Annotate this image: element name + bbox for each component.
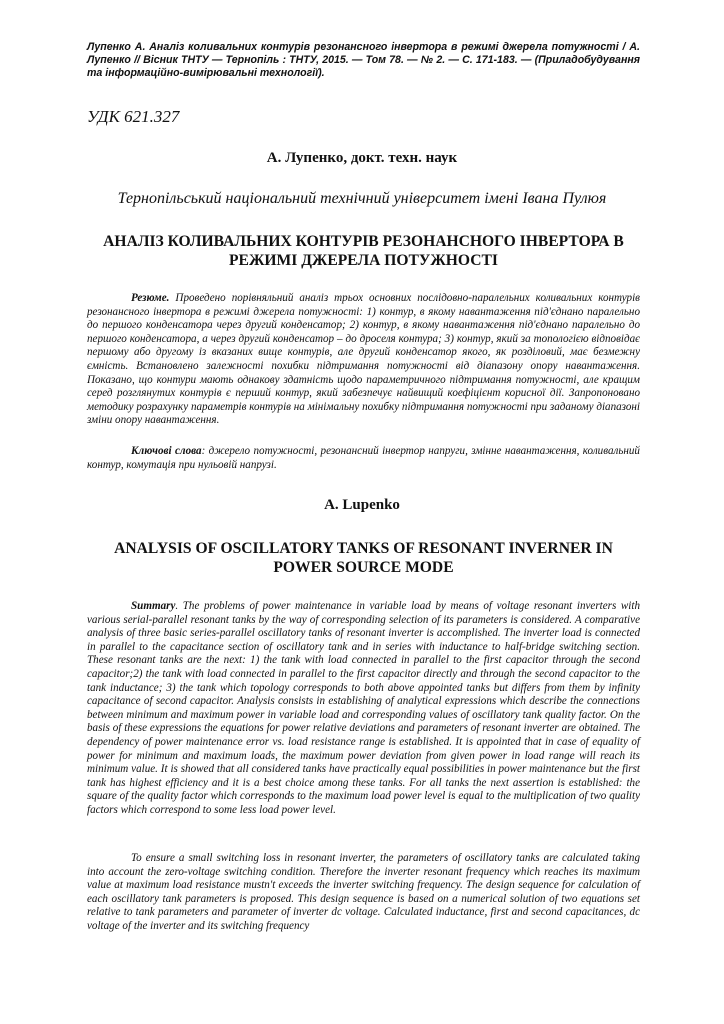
abstract-ua	[87, 292, 640, 428]
summary-en	[87, 600, 640, 818]
author-ua: А. Лупенко, докт. техн. наук	[266, 150, 458, 166]
paragraph-en-2: To ensure a small switching loss in resonant inverter, the parameters of oscillatory tanks are calculated taking into account the zero-voltage switching condition. Therefore the inverter resonant frequency which reaches its maximum value at maximum load resistance mustn't exceeds the inverter switching frequency. The design sequence for calculation of each oscillatory tank parameters is proposed. This design sequence is based on a numerical solution of two equations set relative to tank parameters and parameter of inverter dc voltage. Calculated inductance, first and second capacitances, dc voltage of the inverter and its switching frequency	[87, 852, 640, 932]
summary-en-label: Summary	[131, 600, 176, 612]
keywords-ua-label: Ключові слова	[131, 445, 202, 457]
title-ua: АНАЛІЗ КОЛИВАЛЬНИХ КОНТУРІВ РЕЗОНАНСНОГО ІНВЕРТОРА В РЕЖИМІ ДЖЕРЕЛА ПОТУЖНОСТІ	[103, 233, 624, 269]
title-en: ANALYSIS OF OSCILLATORY TANKS OF RESONANT INVERNER IN POWER SOURCE MODE	[114, 540, 613, 576]
keywords-ua-text: : джерело потужності, резонансний інвертор напруги, змінне навантаження, коливальний контур, комутація при нульовій напрузі.	[87, 445, 640, 471]
abstract-ua-label: Резюме.	[131, 292, 170, 304]
keywords-ua	[87, 445, 640, 472]
summary-en-text: . The problems of power maintenance in variable load by means of voltage resonant inverters with various serial-parallel resonant tanks by the way of corresponding selection of its parameters is considered. A comparative analysis of three basic series-parallel oscillatory tanks of resonant inverter is accomplished. The inverter load is connected in parallel to the capacitance section of oscillatory tank and in series with inductance to half-bridge switching section. These resonant tanks are the next: 1) the tank with load connected in parallel to the first capacitor through the second capacitor;2) the tank with load connected in parallel to the first capacitor directly and through the second capacitor to the tank inductance; 3) the tank which topology corresponds to both above appointed tanks but differs from them by infinity capacitance of second capacitor. Analysis consists in establishing of analytical expressions which describe the connections between minimum and maximum power in variable load and corresponding values of oscillatory tank quality factor. On the basis of these expressions the equations for power relative deviations and parameters of resonant inverter are obtained. The dependency of power maintenance error vs. load resistance range is established. It is appointed that in case of equality of power for minimum and maximum loads, the maximum power deviation from given power in load range will reach its minimum value. It is showed that all considered tanks have practically equal possibilities in power maintenance but the first tank has highest efficiency and it is a best choice among these tanks. For all tanks the next assertion is established: the square of the quality factor which corresponds to the maximum load power level is equal to the multiplication of two quality factors which correspond to some less load power level.	[87, 600, 640, 816]
abstract-ua-text: Проведено порівняльний аналіз трьох основних послідовно-паралельних коливальних контурів резонансного інвертора в режимі джерела потужності: 1) контур, в якому навантаження під'єднано паралельно до першого конденсатора через другий конденсатор; 2) контур, в якому навантаження під'єднано паралельно до першого конденсатора, а через другий конденсатор – до дроселя контура; 3) контур, який за топологією відповідає першому або другому із вказаних вище контурів, але другий конденсатор якого, як розділовий, має безмежну ємність. Встановлено залежності похибки підтримання потужності від діапазону опору навантаження. Показано, що контури мають однакову здатність щодо параметричного підтримання потужності, але кращим серед розглянутих контурів є перший контур, який забезпечує найвищий коефіцієнт корисної дії. Запропоновано методику розрахунку параметрів контурів на мінімальну похибку підтримання потужності при заданому діапазоні зміни опору навантаження.	[87, 292, 640, 427]
citation: Лупенко А. Аналіз коливальних контурів резонансного інвертора в режимі джерела потужності / А. Лупенко // Вісник ТНТУ — Тернопіль : ТНТУ, 2015. — Том 78. — № 2. — С. 171-183. — (Приладобудування та інформаційно-вимірювальні технології).	[87, 41, 640, 80]
author-en: A. Lupenko	[324, 497, 400, 513]
affiliation: Тернопільський національний технічний університет імені Івана Пулюя	[117, 190, 607, 207]
udc-code: УДК 621.327	[87, 107, 180, 126]
